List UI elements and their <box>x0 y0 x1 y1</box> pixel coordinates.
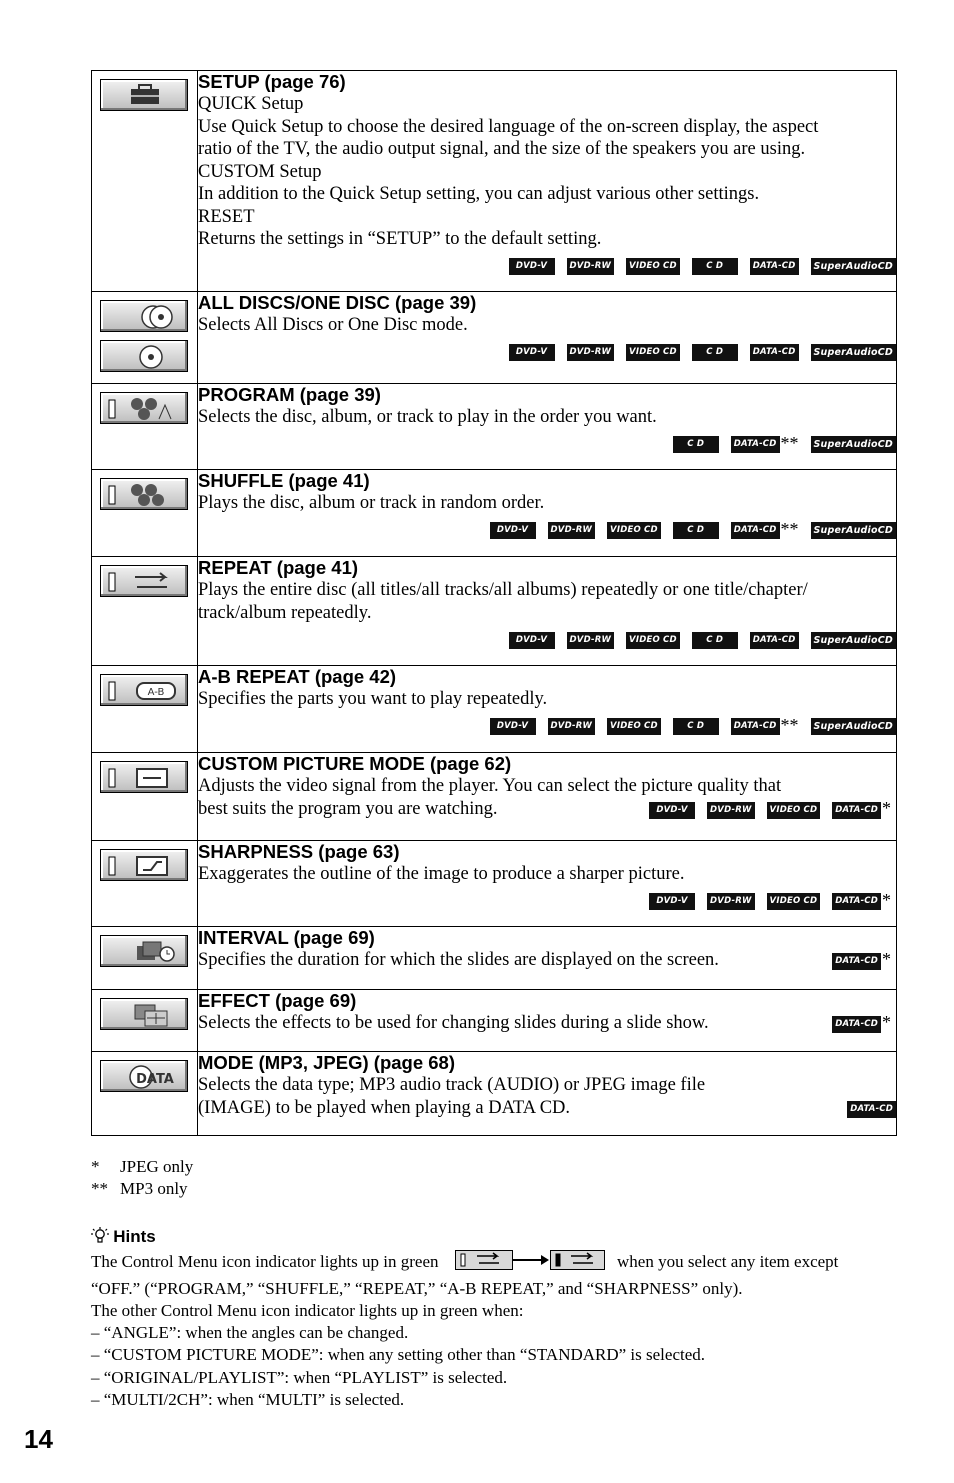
format-badge-group <box>820 889 896 910</box>
icon-cell <box>92 666 198 753</box>
format-badge: DVD-V <box>490 718 536 735</box>
menu-row <box>92 841 897 927</box>
format-badge-group <box>738 344 799 361</box>
interval-icon <box>100 935 188 967</box>
footnote-mark: ** <box>780 432 799 453</box>
menu-item-description <box>198 1012 896 1035</box>
format-badge-group <box>680 258 738 275</box>
shuffle-icon <box>100 478 188 510</box>
icon-cell <box>92 1052 198 1136</box>
footnote-mark: ** <box>780 518 799 539</box>
icon-cell <box>92 71 198 292</box>
format-badge: DVD-RW <box>707 802 755 819</box>
menu-row <box>92 1052 897 1136</box>
all-discs-one-disc-icon <box>100 300 188 332</box>
menu-row <box>92 292 897 384</box>
menu-item-title: INTERVAL (page 69) <box>198 927 375 948</box>
format-badge: VIDEO CD <box>626 258 680 275</box>
menu-item-description <box>198 1074 896 1119</box>
setup-toolbox-icon <box>100 79 188 111</box>
hint-line <box>91 1249 901 1277</box>
format-badge: SuperAudioCD <box>811 522 897 539</box>
description-line: Specifies the parts you want to play repeatedly. <box>198 689 548 709</box>
menu-item-description <box>198 949 896 972</box>
format-badge: DVD-RW <box>567 258 615 275</box>
format-badges <box>835 1099 896 1119</box>
footnotes <box>91 1156 193 1200</box>
format-badge-group <box>820 797 896 820</box>
format-badge-group <box>497 258 555 275</box>
icon-cell <box>92 841 198 927</box>
hint-text: The Control Menu icon indicator lights up in green <box>91 1252 439 1272</box>
footnote-symbol: * <box>91 1157 100 1176</box>
format-badge-group <box>738 631 799 648</box>
format-badge: VIDEO CD <box>626 632 680 649</box>
format-badges <box>637 797 896 820</box>
hint-line: – “MULTI/2CH”: when “MULTI” is selected. <box>91 1390 405 1410</box>
format-badge-group <box>637 893 695 910</box>
description-cell <box>198 927 897 990</box>
format-badge: VIDEO CD <box>607 522 661 539</box>
description-line: Selects the effects to be used for changing slides during a slide show. <box>198 1013 709 1033</box>
format-badges <box>198 257 896 277</box>
format-badge-group <box>799 344 897 361</box>
format-badge: VIDEO CD <box>767 893 821 910</box>
menu-item-description <box>198 863 896 886</box>
menu-row <box>92 470 897 557</box>
one-disc-icon <box>100 340 188 372</box>
sharpness-icon <box>100 849 188 881</box>
description-cell <box>198 990 897 1052</box>
description-line: In addition to the Quick Setup setting, you can adjust various other settings. <box>198 184 760 204</box>
menu-item-title: SHARPNESS (page 63) <box>198 841 400 862</box>
format-badge-group <box>799 718 897 735</box>
indicator-transition-graphic <box>455 1249 605 1277</box>
menu-row <box>92 753 897 841</box>
description-line: Selects the data type; MP3 audio track (AUDIO) or JPEG image file <box>198 1075 706 1095</box>
footnote-mark: * <box>882 949 891 969</box>
menu-item-description <box>198 406 896 429</box>
menu-item-description <box>198 775 896 820</box>
footnote-mark: ** <box>780 714 799 735</box>
menu-item-title: EFFECT (page 69) <box>198 990 357 1011</box>
description-line: Use Quick Setup to choose the desired language of the on-screen display, the aspect <box>198 116 819 137</box>
format-badge-group <box>820 1014 896 1034</box>
format-badge: SuperAudioCD <box>811 718 897 735</box>
format-badges <box>198 518 896 541</box>
format-badge: C D <box>673 522 719 539</box>
format-badge: DATA-CD <box>750 344 799 361</box>
format-badge: SuperAudioCD <box>811 436 897 453</box>
format-badges <box>820 951 896 971</box>
format-badges <box>198 432 896 455</box>
format-badge: DVD-RW <box>567 632 615 649</box>
description-line: ratio of the TV, the audio output signal, and the size of the speakers you are using. <box>198 139 806 159</box>
format-badge-group <box>478 522 536 539</box>
description-line: Selects the disc, album, or track to play in the order you want. <box>198 407 657 427</box>
format-badge: DVD-V <box>509 344 555 361</box>
format-badge: DATA-CD <box>832 802 881 819</box>
menu-item-description <box>198 314 896 337</box>
description-line: Selects All Discs or One Disc mode. <box>198 315 468 335</box>
menu-row <box>92 666 897 753</box>
menu-row <box>92 384 897 470</box>
description-cell <box>198 292 897 384</box>
menu-item-title: REPEAT (page 41) <box>198 557 359 578</box>
format-badge-group <box>738 258 799 275</box>
menu-item-title: SHUFFLE (page 41) <box>198 470 370 491</box>
format-badge-group <box>661 522 719 539</box>
format-badge: DATA-CD <box>750 632 799 649</box>
svg-text:DATA: DATA <box>136 1072 174 1087</box>
footnote-mark: * <box>882 797 891 818</box>
format-badge-group <box>799 258 897 275</box>
menu-row <box>92 71 897 292</box>
format-badge-group <box>799 522 897 539</box>
icon-cell <box>92 753 198 841</box>
program-icon <box>100 392 188 424</box>
menu-item-description <box>198 93 896 251</box>
hint-line: – “ORIGINAL/PLAYLIST”: when “PLAYLIST” is selected. <box>91 1367 508 1387</box>
format-badge-group <box>595 718 661 735</box>
format-badge: C D <box>673 436 719 453</box>
description-line: Exaggerates the outline of the image to produce a sharper picture. <box>198 864 685 884</box>
control-menu-table <box>91 70 897 1136</box>
format-badge-group <box>719 518 799 539</box>
format-badge: C D <box>692 632 738 649</box>
format-badge: DVD-RW <box>548 718 596 735</box>
hints-title: Hints <box>113 1227 156 1246</box>
menu-item-title: CUSTOM PICTURE MODE (page 62) <box>198 753 512 774</box>
format-badge: DATA-CD <box>832 893 881 910</box>
format-badge-group <box>555 631 615 648</box>
footnote-text: MP3 only <box>120 1179 188 1198</box>
format-badge: SuperAudioCD <box>811 258 897 275</box>
description-cell <box>198 1052 897 1136</box>
format-badge-group <box>695 893 755 910</box>
format-badge: VIDEO CD <box>626 344 680 361</box>
format-badge-group <box>614 631 680 648</box>
format-badge-group <box>755 893 821 910</box>
format-badge: SuperAudioCD <box>811 344 897 361</box>
menu-row <box>92 927 897 990</box>
format-badge-group <box>661 436 719 453</box>
description-line: track/album repeatedly. <box>198 602 372 623</box>
format-badge: DATA-CD <box>832 1016 881 1033</box>
format-badge: C D <box>692 344 738 361</box>
format-badge: DVD-V <box>649 893 695 910</box>
format-badge: DATA-CD <box>750 258 799 275</box>
format-badge: DVD-RW <box>707 893 755 910</box>
format-badge-group <box>536 522 596 539</box>
menu-item-description <box>198 492 896 515</box>
icon-cell <box>92 557 198 666</box>
description-line: Specifies the duration for which the slides are displayed on the screen. <box>198 950 719 970</box>
format-badge-group <box>478 718 536 735</box>
format-badge: DVD-RW <box>567 344 615 361</box>
format-badge-group <box>755 800 821 820</box>
hint-text: when you select any item except <box>617 1252 839 1272</box>
description-cell <box>198 666 897 753</box>
format-badges <box>820 1014 896 1034</box>
icon-cell <box>92 292 198 384</box>
menu-item-title: ALL DISCS/ONE DISC (page 39) <box>198 292 477 313</box>
format-badge-group <box>497 344 555 361</box>
format-badge: DVD-V <box>649 802 695 819</box>
description-line: Plays the entire disc (all titles/all tracks/all albums) repeatedly or one title/chapter/ <box>198 580 808 600</box>
format-badge-group <box>799 631 897 648</box>
footnote-text: JPEG only <box>120 1157 194 1176</box>
menu-row <box>92 557 897 666</box>
format-badge-group <box>555 344 615 361</box>
format-badge-group <box>695 800 755 820</box>
hint-line: “OFF.” (“PROGRAM,” “SHUFFLE,” “REPEAT,” “A-B REPEAT,” and “SHARPNESS” only). <box>91 1278 743 1298</box>
menu-item-description <box>198 688 896 711</box>
format-badge-group <box>835 1099 896 1119</box>
icon-cell <box>92 927 198 990</box>
menu-item-title: A-B REPEAT (page 42) <box>198 666 397 687</box>
footnote-mark: * <box>882 889 891 910</box>
format-badge-group <box>595 522 661 539</box>
hint-line: – “ANGLE”: when the angles can be changed. <box>91 1323 409 1343</box>
description-line: RESET <box>198 206 255 227</box>
description-cell <box>198 557 897 666</box>
menu-item-title: PROGRAM (page 39) <box>198 384 381 405</box>
description-cell <box>198 384 897 470</box>
description-line: Plays the disc, album or track in random order. <box>198 493 545 513</box>
menu-item-title: MODE (MP3, JPEG) (page 68) <box>198 1052 455 1073</box>
description-line: Adjusts the video signal from the player. You can select the picture quality that <box>198 776 782 796</box>
format-badge-group <box>820 951 896 971</box>
format-badge-group <box>614 258 680 275</box>
format-badge-group <box>719 432 799 453</box>
format-badge: DVD-V <box>509 632 555 649</box>
description-line: Returns the settings in “SETUP” to the default setting. <box>198 229 602 249</box>
footnote <box>91 1178 193 1200</box>
description-line: CUSTOM Setup <box>198 161 322 182</box>
format-badge-group <box>661 718 719 735</box>
format-badge-group <box>719 714 799 735</box>
hint-line: – “CUSTOM PICTURE MODE”: when any setting other than “STANDARD” is selected. <box>91 1345 706 1365</box>
format-badge: VIDEO CD <box>607 718 661 735</box>
footnote <box>91 1156 193 1178</box>
format-badge: C D <box>692 258 738 275</box>
format-badge-group <box>637 800 695 820</box>
format-badge: SuperAudioCD <box>811 632 897 649</box>
icon-cell <box>92 470 198 557</box>
format-badge: DATA-CD <box>731 436 780 453</box>
format-badges <box>198 714 896 737</box>
format-badge-group <box>614 344 680 361</box>
description-cell <box>198 71 897 292</box>
menu-row <box>92 990 897 1052</box>
format-badges <box>198 630 896 650</box>
format-badges <box>198 889 896 912</box>
format-badge-group <box>799 436 897 453</box>
format-badge: DATA-CD <box>731 718 780 735</box>
page-number: 14 <box>24 1424 53 1454</box>
footnote-symbol: ** <box>91 1179 108 1198</box>
icon-cell <box>92 384 198 470</box>
footnote-mark: * <box>882 1012 891 1032</box>
format-badge-group <box>680 631 738 648</box>
menu-item-title: SETUP (page 76) <box>198 71 346 92</box>
description-line: best suits the program you are watching. <box>198 798 498 819</box>
description-line: QUICK Setup <box>198 94 304 114</box>
effect-icon <box>100 998 188 1030</box>
description-cell <box>198 841 897 927</box>
ab-repeat-icon <box>100 674 188 706</box>
mode-data-icon <box>100 1060 188 1092</box>
format-badge: DATA-CD <box>832 953 881 970</box>
format-badge-group <box>536 718 596 735</box>
format-badge: DVD-V <box>509 258 555 275</box>
description-cell <box>198 470 897 557</box>
format-badge-group <box>555 258 615 275</box>
lightbulb-icon <box>91 1227 109 1245</box>
format-badge: VIDEO CD <box>767 802 821 819</box>
hints-section <box>91 1226 901 1411</box>
icon-cell <box>92 990 198 1052</box>
format-badge: DVD-RW <box>548 522 596 539</box>
svg-text:A-B: A-B <box>147 687 165 698</box>
menu-item-description <box>198 579 896 624</box>
format-badge-group <box>680 344 738 361</box>
description-line: (IMAGE) to be played when playing a DATA CD. <box>198 1097 571 1118</box>
hints-heading <box>91 1226 901 1248</box>
description-cell <box>198 753 897 841</box>
repeat-icon <box>100 565 188 597</box>
format-badges <box>198 343 896 363</box>
custom-picture-mode-icon <box>100 761 188 793</box>
format-badge: DVD-V <box>490 522 536 539</box>
format-badge: C D <box>673 718 719 735</box>
hint-line: The other Control Menu icon indicator lights up in green when: <box>91 1300 524 1320</box>
format-badge-group <box>497 631 555 648</box>
format-badge: DATA-CD <box>731 522 780 539</box>
format-badge: DATA-CD <box>847 1101 896 1118</box>
